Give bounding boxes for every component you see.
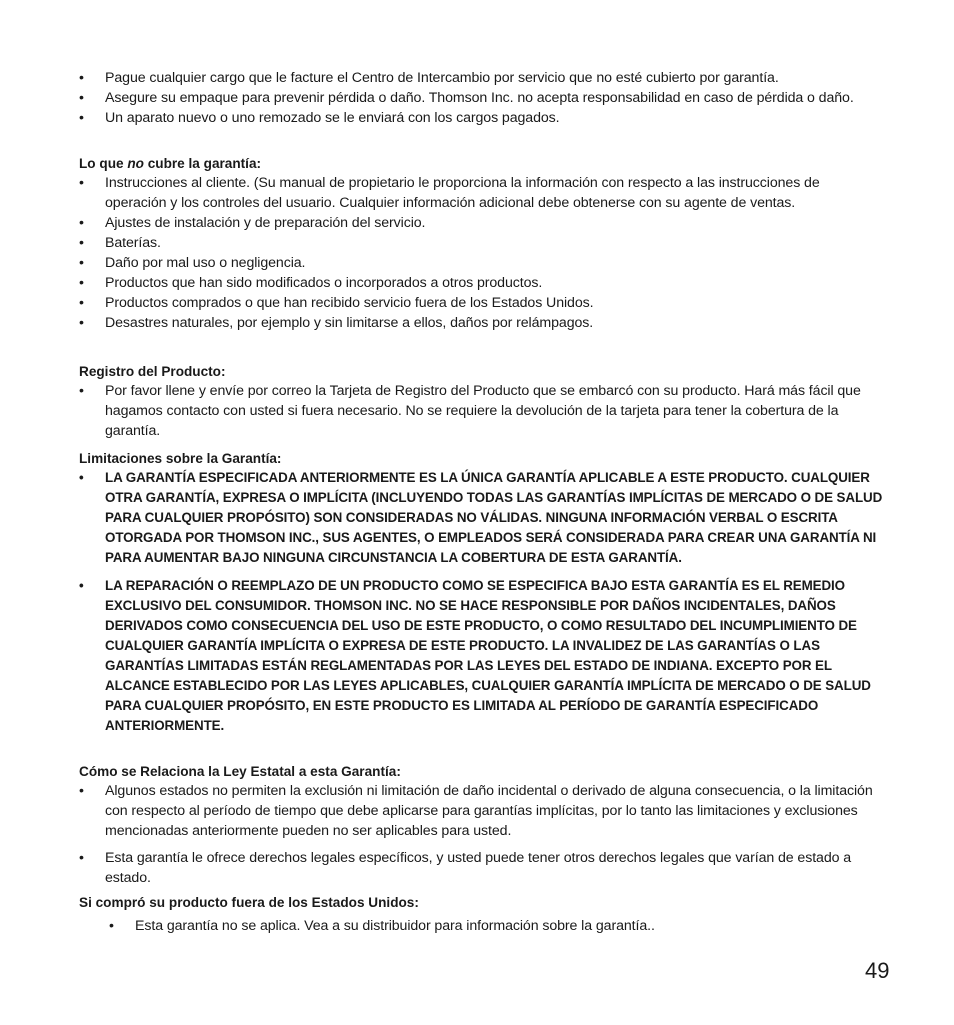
bullet: • bbox=[79, 175, 84, 191]
outside-us-section bbox=[79, 894, 884, 936]
list-item-text: Pague cualquier cargo que le facture el Centro de Intercambio por servicio que no esté cubierto por garantía. bbox=[105, 70, 779, 86]
top-bullet-list bbox=[79, 68, 884, 128]
bullet: • bbox=[79, 783, 84, 799]
page-number: 49 bbox=[865, 958, 890, 983]
list-item-text: Instrucciones al cliente. (Su manual de propietario le proporciona la información con respecto a las instrucciones de operación y los controles del usuario. Cualquier información adicional debe obtenerse con su agente de ventas. bbox=[105, 175, 820, 211]
list-item bbox=[79, 293, 884, 313]
list-item-text: Baterías. bbox=[105, 235, 161, 251]
bullet: • bbox=[79, 315, 84, 331]
bullet: • bbox=[79, 470, 84, 485]
list-item bbox=[79, 108, 884, 128]
bullet: • bbox=[79, 110, 84, 126]
bullet: • bbox=[79, 70, 84, 86]
heading-text: Lo que bbox=[79, 156, 128, 171]
list-item-text: Esta garantía no se aplica. Vea a su distribuidor para información sobre la garantía.. bbox=[135, 918, 655, 934]
heading-text: cubre la garantía: bbox=[143, 156, 262, 171]
bullet: • bbox=[79, 215, 84, 231]
list-item-text: Desastres naturales, por ejemplo y sin limitarse a ellos, daños por relámpagos. bbox=[105, 315, 594, 331]
list-item bbox=[79, 848, 884, 888]
list-item bbox=[109, 916, 884, 936]
list-item bbox=[79, 576, 884, 736]
list-item-text: Esta garantía le ofrece derechos legales específicos, y usted puede tener otros derechos legales que varían de estado a estado. bbox=[105, 850, 852, 886]
list-item bbox=[79, 781, 884, 841]
list-item-text: Daño por mal uso o negligencia. bbox=[105, 255, 306, 271]
list-item bbox=[79, 253, 884, 273]
list-item bbox=[79, 233, 884, 253]
list-item-text: Asegure su empaque para prevenir pérdida o daño. Thomson Inc. no acepta responsabilidad en caso de pérdida o daño. bbox=[105, 90, 854, 106]
section-heading: Limitaciones sobre la Garantía: bbox=[79, 451, 282, 466]
list-item-text: LA GARANTÍA ESPECIFICADA ANTERIORMENTE ES LA ÚNICA GARANTÍA APLICABLE A ESTE PRODUCTO. CUALQUIER OTRA GARANTÍA, EXPRESA O IMPLÍCITA (INCLUYENDO TODAS LAS GARANTÍAS IMPLÍCITAS DE MERCADO O DE SALUD PARA CUALQUIER PROPÓSITO) SON CONSIDERADAS NO VÁLIDAS. NINGUNA INFORMACIÓN VERBAL O ESCRITA OTORGADA POR THOMSON INC., SUS AGENTES, O EMPLEADOS SERÁ CONSIDERADA PARA CREAR UNA GARANTÍA NI PARA AUMENTAR BAJO NINGUNA CIRCUNSTANCIA LA COBERTURA DE ESTA GARANTÍA. bbox=[105, 470, 883, 565]
list-item bbox=[79, 68, 884, 88]
section-heading bbox=[79, 155, 884, 173]
list-item-text: LA REPARACIÓN O REEMPLAZO DE UN PRODUCTO COMO SE ESPECIFICA BAJO ESTA GARANTÍA ES EL REMEDIO EXCLUSIVO DEL CONSUMIDOR. THOMSON INC. NO SE HACE RESPONSIBLE POR DAÑOS INCIDENTALES, DAÑOS DERIVADOS COMO CONSECUENCIA DEL USO DE ESTE PRODUCTO, O COMO RESULTADO DEL INCUMPLIMIENTO DE CUALQUIER GARANTÍA IMPLÍCITA O EXPRESA DE ESTE PRODUCTO. LA INVALIDEZ DE LAS GARANTÍAS O LAS GARANTÍAS LIMITADAS ESTÁN REGLAMENTADAS POR LAS LEYES DEL ESTADO DE INDIANA. EXCEPTO POR EL ALCANCE ESTABLECIDO POR LAS LEYES APLICABLES, CUALQUIER GARANTÍA IMPLÍCITA DE MERCADO O DE SALUD PARA CUALQUIER PROPÓSITO, EN ESTE PRODUCTO ES LIMITADA AL PERÍODO DE GARANTÍA ESPECIFICADO ANTERIORMENTE. bbox=[105, 578, 871, 733]
section-heading: Si compró su producto fuera de los Estados Unidos: bbox=[79, 895, 419, 910]
not-covered-section bbox=[79, 155, 884, 333]
list-item-text: Por favor llene y envíe por correo la Tarjeta de Registro del Producto que se embarcó con su producto. Hará más fácil que hagamos contacto con usted si fuera necesario. No se requiere la devolución de la tarjeta para tener la cobertura de la garantía. bbox=[105, 383, 861, 439]
list-item bbox=[79, 88, 884, 108]
bullet: • bbox=[79, 383, 84, 399]
list-item-text: Productos que han sido modificados o incorporados a otros productos. bbox=[105, 275, 543, 291]
bullet: • bbox=[79, 295, 84, 311]
heading-emphasis: no bbox=[127, 156, 144, 171]
list-item bbox=[79, 468, 884, 568]
list-item bbox=[79, 313, 884, 333]
bullet: • bbox=[79, 578, 84, 593]
bullet: • bbox=[79, 235, 84, 251]
state-law-section bbox=[79, 763, 884, 888]
bullet: • bbox=[79, 275, 84, 291]
registration-section bbox=[79, 363, 884, 441]
bullet: • bbox=[109, 918, 114, 934]
list-item bbox=[79, 381, 884, 441]
section-heading: Registro del Producto: bbox=[79, 364, 226, 379]
bullet: • bbox=[79, 850, 84, 866]
list-item bbox=[79, 173, 884, 213]
section-heading: Cómo se Relaciona la Ley Estatal a esta Garantía: bbox=[79, 764, 401, 779]
list-item-text: Algunos estados no permiten la exclusión ni limitación de daño incidental o derivado de alguna consecuencia, o la limitación con respecto al período de tiempo que debe aplicarse para garantías implícitas, por lo tanto las limitaciones y exclusiones mencionadas anteriormente pueden no ser aplicables para usted. bbox=[105, 783, 873, 839]
bullet: • bbox=[79, 255, 84, 271]
limitations-section bbox=[79, 450, 884, 736]
list-item-text: Un aparato nuevo o uno remozado se le enviará con los cargos pagados. bbox=[105, 110, 560, 126]
bullet: • bbox=[79, 90, 84, 106]
list-item bbox=[79, 273, 884, 293]
list-item-text: Ajustes de instalación y de preparación del servicio. bbox=[105, 215, 426, 231]
list-item bbox=[79, 213, 884, 233]
list-item-text: Productos comprados o que han recibido servicio fuera de los Estados Unidos. bbox=[105, 295, 594, 311]
